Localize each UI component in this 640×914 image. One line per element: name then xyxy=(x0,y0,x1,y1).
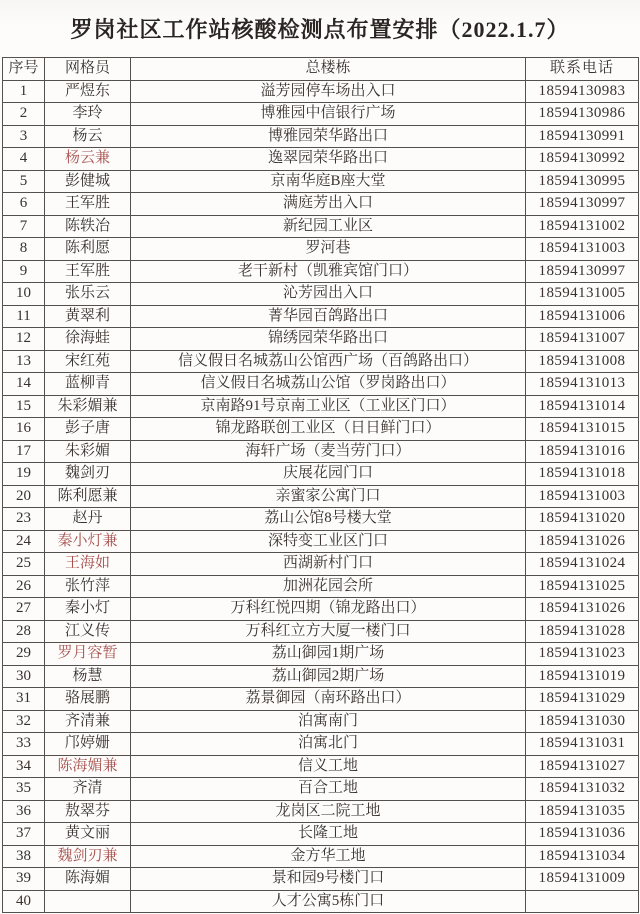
row-number-cell: 1 xyxy=(3,80,45,103)
phone-cell: 18594131025 xyxy=(526,575,639,598)
site-cell: 新纪园工业区 xyxy=(131,215,526,238)
grid-worker-cell: 杨云兼 xyxy=(45,148,131,171)
row-number-cell: 38 xyxy=(3,845,45,868)
site-cell: 海轩广场（麦当劳门口） xyxy=(131,440,526,463)
row-number-cell: 30 xyxy=(3,665,45,688)
table-row xyxy=(3,778,639,801)
row-number-cell: 12 xyxy=(3,328,45,351)
grid-worker-cell: 赵丹 xyxy=(45,508,131,531)
table-row xyxy=(3,530,639,553)
phone-cell: 18594131035 xyxy=(526,800,639,823)
table-row xyxy=(3,373,639,396)
table-row xyxy=(3,260,639,283)
table-row xyxy=(3,598,639,621)
site-cell: 荔山御园1期广场 xyxy=(131,643,526,666)
table-row xyxy=(3,485,639,508)
row-number-cell: 11 xyxy=(3,305,45,328)
col-header-site: 总楼栋 xyxy=(131,58,526,81)
page-title: 罗岗社区工作站核酸检测点布置安排（2022.1.7） xyxy=(70,17,570,42)
table-row xyxy=(3,575,639,598)
row-number-cell: 8 xyxy=(3,238,45,261)
grid-worker-cell: 罗月容暂 xyxy=(45,643,131,666)
row-number-cell: 33 xyxy=(3,733,45,756)
site-cell: 长隆工地 xyxy=(131,823,526,846)
table-row xyxy=(3,103,639,126)
phone-cell: 18594131024 xyxy=(526,553,639,576)
grid-worker-cell: 敖翠芬 xyxy=(45,800,131,823)
site-cell: 泊寓南门 xyxy=(131,710,526,733)
grid-worker-cell: 陈轶冶 xyxy=(45,215,131,238)
row-number-cell: 17 xyxy=(3,440,45,463)
phone-cell: 18594131028 xyxy=(526,620,639,643)
header-row xyxy=(3,58,639,81)
table-row xyxy=(3,395,639,418)
phone-cell: 18594131008 xyxy=(526,350,639,373)
grid-worker-cell: 杨慧 xyxy=(45,665,131,688)
grid-worker-cell: 陈利愿兼 xyxy=(45,485,131,508)
row-number-cell: 4 xyxy=(3,148,45,171)
site-cell: 菁华园百鸽路出口 xyxy=(131,305,526,328)
table-row xyxy=(3,440,639,463)
table-row xyxy=(3,80,639,103)
site-cell: 沁芳园出入口 xyxy=(131,283,526,306)
row-number-cell: 15 xyxy=(3,395,45,418)
phone-cell: 18594131026 xyxy=(526,598,639,621)
col-header-phone: 联系电话 xyxy=(526,58,639,81)
col-header-no: 序号 xyxy=(3,58,45,81)
grid-worker-cell: 张竹萍 xyxy=(45,575,131,598)
table-row xyxy=(3,350,639,373)
phone-cell: 18594131019 xyxy=(526,665,639,688)
row-number-cell: 23 xyxy=(3,508,45,531)
site-cell: 荔山御园2期广场 xyxy=(131,665,526,688)
table-row xyxy=(3,238,639,261)
table-row xyxy=(3,890,639,913)
table-row xyxy=(3,755,639,778)
table-row xyxy=(3,845,639,868)
grid-worker-cell: 杨云 xyxy=(45,125,131,148)
phone-cell: 18594131026 xyxy=(526,530,639,553)
row-number-cell: 16 xyxy=(3,418,45,441)
site-cell: 西湖新村门口 xyxy=(131,553,526,576)
grid-worker-cell: 黄文丽 xyxy=(45,823,131,846)
phone-cell: 18594131030 xyxy=(526,710,639,733)
row-number-cell: 10 xyxy=(3,283,45,306)
site-cell: 庆展花园门口 xyxy=(131,463,526,486)
site-cell: 溢芳园停车场出入口 xyxy=(131,80,526,103)
row-number-cell: 27 xyxy=(3,598,45,621)
grid-worker-cell: 骆展鹏 xyxy=(45,688,131,711)
site-cell: 信义假日名城荔山公馆西广场（百鸽路出口） xyxy=(131,350,526,373)
grid-worker-cell: 邝婷姗 xyxy=(45,733,131,756)
row-number-cell: 39 xyxy=(3,868,45,891)
site-cell: 龙岗区二院工地 xyxy=(131,800,526,823)
table-row xyxy=(3,710,639,733)
table-row xyxy=(3,733,639,756)
row-number-cell: 40 xyxy=(3,890,45,913)
phone-cell: 18594131005 xyxy=(526,283,639,306)
grid-worker-cell: 彭子唐 xyxy=(45,418,131,441)
table-row xyxy=(3,620,639,643)
phone-cell: 18594131031 xyxy=(526,733,639,756)
table-row xyxy=(3,148,639,171)
grid-worker-cell: 朱彩媚 xyxy=(45,440,131,463)
table-row xyxy=(3,868,639,891)
grid-worker-cell: 魏剑刃 xyxy=(45,463,131,486)
table-row xyxy=(3,688,639,711)
site-cell: 京南华庭B座大堂 xyxy=(131,170,526,193)
site-cell: 万科红悦四期（锦龙路出口） xyxy=(131,598,526,621)
site-cell: 金方华工地 xyxy=(131,845,526,868)
grid-worker-cell: 魏剑刃兼 xyxy=(45,845,131,868)
row-number-cell: 3 xyxy=(3,125,45,148)
table-row xyxy=(3,823,639,846)
grid-worker-cell: 朱彩媚兼 xyxy=(45,395,131,418)
grid-worker-cell: 江义传 xyxy=(45,620,131,643)
row-number-cell: 24 xyxy=(3,530,45,553)
phone-cell: 18594131006 xyxy=(526,305,639,328)
table-row xyxy=(3,215,639,238)
grid-worker-cell: 陈海媚 xyxy=(45,868,131,891)
site-cell: 信义假日名城荔山公馆（罗岗路出口） xyxy=(131,373,526,396)
grid-worker-cell: 张乐云 xyxy=(45,283,131,306)
phone-cell: 18594131016 xyxy=(526,440,639,463)
row-number-cell: 37 xyxy=(3,823,45,846)
grid-worker-cell: 王海如 xyxy=(45,553,131,576)
phone-cell: 18594131015 xyxy=(526,418,639,441)
site-cell: 京南路91号京南工业区（工业区门口） xyxy=(131,395,526,418)
site-cell: 逸翠园荣华路出口 xyxy=(131,148,526,171)
phone-cell: 18594131003 xyxy=(526,485,639,508)
row-number-cell: 36 xyxy=(3,800,45,823)
row-number-cell: 32 xyxy=(3,710,45,733)
phone-cell: 18594131002 xyxy=(526,215,639,238)
row-number-cell: 2 xyxy=(3,103,45,126)
grid-worker-cell: 宋红苑 xyxy=(45,350,131,373)
phone-cell: 18594131007 xyxy=(526,328,639,351)
row-number-cell: 7 xyxy=(3,215,45,238)
grid-worker-cell: 黄翠利 xyxy=(45,305,131,328)
grid-worker-cell: 彭健城 xyxy=(45,170,131,193)
site-cell: 罗河巷 xyxy=(131,238,526,261)
table-row xyxy=(3,665,639,688)
row-number-cell: 9 xyxy=(3,260,45,283)
phone-cell: 18594131018 xyxy=(526,463,639,486)
site-cell: 加洲花园会所 xyxy=(131,575,526,598)
phone-cell: 18594131029 xyxy=(526,688,639,711)
table-row xyxy=(3,643,639,666)
table-row xyxy=(3,283,639,306)
row-number-cell: 25 xyxy=(3,553,45,576)
phone-cell: 18594130995 xyxy=(526,170,639,193)
grid-worker-cell: 徐海蛙 xyxy=(45,328,131,351)
row-number-cell: 19 xyxy=(3,463,45,486)
site-cell: 锦龙路联创工业区（日日鲜门口） xyxy=(131,418,526,441)
grid-worker-cell: 李玲 xyxy=(45,103,131,126)
phone-cell: 18594131034 xyxy=(526,845,639,868)
grid-worker-cell: 齐清兼 xyxy=(45,710,131,733)
phone-cell: 18594131036 xyxy=(526,823,639,846)
table-header xyxy=(3,58,639,81)
site-cell: 泊寓北门 xyxy=(131,733,526,756)
grid-worker-cell: 陈海媚兼 xyxy=(45,755,131,778)
grid-worker-cell xyxy=(45,890,131,913)
grid-worker-cell: 齐清 xyxy=(45,778,131,801)
phone-cell: 18594130997 xyxy=(526,260,639,283)
table-row xyxy=(3,508,639,531)
phone-cell: 18594131003 xyxy=(526,238,639,261)
phone-cell: 18594131020 xyxy=(526,508,639,531)
phone-cell: 18594131032 xyxy=(526,778,639,801)
site-cell: 博雅园中信银行广场 xyxy=(131,103,526,126)
grid-worker-cell: 陈利愿 xyxy=(45,238,131,261)
row-number-cell: 29 xyxy=(3,643,45,666)
grid-worker-cell: 秦小灯兼 xyxy=(45,530,131,553)
phone-cell: 18594130991 xyxy=(526,125,639,148)
site-cell: 人才公寓5栋门口 xyxy=(131,890,526,913)
site-cell: 百合工地 xyxy=(131,778,526,801)
row-number-cell: 6 xyxy=(3,193,45,216)
table-row xyxy=(3,800,639,823)
row-number-cell: 14 xyxy=(3,373,45,396)
table-row xyxy=(3,305,639,328)
site-cell: 荔山公馆8号楼大堂 xyxy=(131,508,526,531)
site-cell: 万科红立方大厦一楼门口 xyxy=(131,620,526,643)
grid-worker-cell: 严煜东 xyxy=(45,80,131,103)
site-cell: 老干新村（凯雅宾馆门口） xyxy=(131,260,526,283)
site-cell: 锦绣园荣华路出口 xyxy=(131,328,526,351)
row-number-cell: 31 xyxy=(3,688,45,711)
table-body xyxy=(3,80,639,913)
phone-cell: 18594131013 xyxy=(526,373,639,396)
table-row xyxy=(3,553,639,576)
table-row xyxy=(3,193,639,216)
grid-worker-cell: 王军胜 xyxy=(45,260,131,283)
phone-cell: 18594130983 xyxy=(526,80,639,103)
table-row xyxy=(3,328,639,351)
table-row xyxy=(3,418,639,441)
site-cell: 深特变工业区门口 xyxy=(131,530,526,553)
phone-cell: 18594130986 xyxy=(526,103,639,126)
phone-cell: 18594130992 xyxy=(526,148,639,171)
phone-cell: 18594131014 xyxy=(526,395,639,418)
grid-worker-cell: 秦小灯 xyxy=(45,598,131,621)
col-header-grid-worker: 网格员 xyxy=(45,58,131,81)
row-number-cell: 20 xyxy=(3,485,45,508)
row-number-cell: 34 xyxy=(3,755,45,778)
phone-cell: 18594131027 xyxy=(526,755,639,778)
site-cell: 博雅园荣华路出口 xyxy=(131,125,526,148)
phone-cell: 18594130997 xyxy=(526,193,639,216)
grid-worker-cell: 王军胜 xyxy=(45,193,131,216)
site-cell: 景和园9号楼门口 xyxy=(131,868,526,891)
grid-worker-cell: 蓝柳青 xyxy=(45,373,131,396)
site-cell: 满庭芳出入口 xyxy=(131,193,526,216)
row-number-cell: 13 xyxy=(3,350,45,373)
phone-cell: 18594131023 xyxy=(526,643,639,666)
phone-cell: 18594131009 xyxy=(526,868,639,891)
site-cell: 荔景御园（南环路出口） xyxy=(131,688,526,711)
site-cell: 亲蜜家公寓门口 xyxy=(131,485,526,508)
table-row xyxy=(3,170,639,193)
testing-points-table xyxy=(2,57,639,913)
table-row xyxy=(3,125,639,148)
table-row xyxy=(3,463,639,486)
row-number-cell: 28 xyxy=(3,620,45,643)
site-cell: 信义工地 xyxy=(131,755,526,778)
row-number-cell: 35 xyxy=(3,778,45,801)
phone-cell xyxy=(526,890,639,913)
row-number-cell: 5 xyxy=(3,170,45,193)
row-number-cell: 26 xyxy=(3,575,45,598)
